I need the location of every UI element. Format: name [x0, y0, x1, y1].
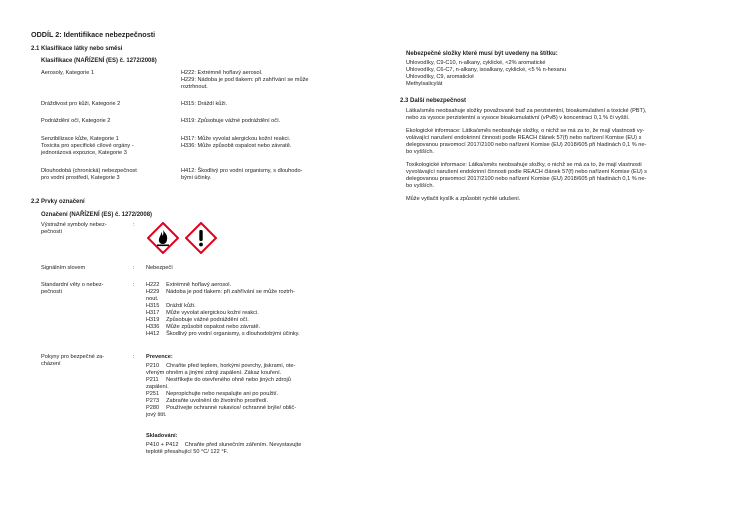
hazard-code-row: H336 Může způsobit ospalost nebo závratě.	[146, 324, 261, 330]
component-item: Uhlovodíky, C9-C10, n-alkany, cyklické, <2% aromatické	[406, 60, 546, 66]
precaution-code: P273	[146, 398, 160, 404]
precaution-row: P273 Zabraňte uvolnění do životního prostředí.	[146, 398, 269, 404]
signal-word: Nebezpečí	[146, 265, 173, 271]
hazard-statement: H412: Škodlivý pro vodní organismy, s dlouhodo- bými účinky.	[181, 168, 303, 181]
precaution-code: P251	[146, 391, 160, 397]
section-title: ODDÍL 2: Identifikace nebezpečnosti	[31, 30, 156, 39]
pictogram-label: Výstražné symboly nebez- pečnosti	[41, 222, 107, 235]
precaution-row: P211 Nestříkejte do otevřeného ohně nebo jiných zdrojů	[146, 377, 291, 383]
hazard-code: H336	[146, 324, 160, 330]
s23-title: 2.3 Další nebezpečnost	[400, 98, 467, 104]
precaution-row: P251 Nepropichujte nebo nespalujte ani po použití.	[146, 391, 279, 397]
hazard-code: H319	[146, 317, 160, 323]
component-item: Uhlovodíky, C6-C7, n-alkany, isoalkany, cyklické, <5 % n-hexanu	[406, 67, 566, 73]
s22-title: 2.2 Prvky označení	[31, 199, 85, 205]
classification-category: Podráždění očí, Kategorie 2	[41, 118, 111, 124]
hazard-code-row: H317 Může vyvolat alergickou kožní reakci.	[146, 310, 259, 316]
classification-category: Dráždivost pro kůži, Kategorie 2	[41, 101, 121, 107]
hazard-statement: H222: Extrémně hořlavý aerosol. H229: Nádoba je pod tlakem: při zahřívání se může roztrhnout.	[181, 70, 309, 90]
paragraph: Toxikologické informace: Látka/směs neobsahuje složky, o nichž se má za to, že mají vlastnosti vyvolávající narušení endokrinní činnosti podle REACH článek 57(f) nebo nařízení Komise (EU) s delegovanou pravomocí 2017/2100 nebo nařízení Komise (EU) 2018/605 při hladinách 0,1 % ne- bo vyšších.	[406, 162, 647, 189]
prevention-title: Prevence:	[146, 354, 173, 360]
hazard-code-row: H319 Způsobuje vážné podráždění očí.	[146, 317, 249, 323]
precaution-code: P210	[146, 363, 160, 369]
classification-category: Aerosoly, Kategorie 1	[41, 70, 95, 76]
storage-statement: P410 + P412 Chraňte před slunečním zářením. Nevystavujte teplotě přesahující 50 °C/ 122 °F.	[146, 442, 302, 455]
hazard-statement: H317: Může vyvolat alergickou kožní reakci. H336: Může způsobit ospalost nebo závratě.	[181, 136, 292, 149]
components-list	[406, 60, 566, 88]
precaution-code: P211	[146, 377, 159, 383]
precaution-row: P210 Chraňte před teplem, horkými povrchy, jiskrami, ote-	[146, 363, 296, 369]
s22-subtitle: Označení (NAŘÍZENÍ (ES) č. 1272/2008)	[41, 212, 153, 218]
other-hazards	[406, 108, 647, 209]
classification-category: Dlouhodobá (chronická) nebezpečnost pro vodní prostředí, Kategorie 3	[41, 168, 137, 181]
precaution-label: Pokyny pro bezpečné za- cházení	[41, 354, 105, 367]
hazard-code: H412	[146, 331, 160, 337]
hazard-code: H229	[146, 289, 160, 295]
precaution-code: P280	[146, 405, 160, 411]
hazard-statement: H315: Dráždí kůži.	[181, 101, 228, 107]
paragraph: Látka/směs neobsahuje složky považované buď za perzistentní, bioakumulativní a toxické (PBT), nebo za vysoce perzistentní a vysoce bioakumulativní (vPvB) v koncentraci 0,1 % či vyšší.	[406, 108, 647, 121]
classification-category: Senzibilizace kůže, Kategorie 1 Toxicita pro specifické cílové orgány - jednorázová expozice, Kategorie 3	[41, 136, 134, 156]
hazard-statement: H319: Způsobuje vážné podráždění očí.	[181, 118, 281, 124]
prevention-list: P210 Chraňte před teplem, horkými povrchy, jiskrami, ote- vřeným ohněm a jinými zdroji zapálení. Zákaz kouření. P211 Nestříkejte do otevřeného ohně nebo jiných zdrojů zapálení. P251 Nepropichujte nebo nespalujte ani po použití. P273 Zabraňte uvolnění do životního prostředí. P280 Používejte ochranné rukavice/ ochranné brýle/ oblič- jový štít.	[146, 363, 297, 418]
hazard-code: H315	[146, 303, 160, 309]
hazard-code-row: H222 Extrémně hořlavý aerosol.	[146, 282, 232, 288]
hazard-code-row: H229 Nádoba je pod tlakem: při zahřívání se může roztrh-	[146, 289, 295, 295]
storage-code: P410 + P412	[146, 442, 179, 448]
s21-subtitle: Klasifikace (NAŘÍZENÍ (ES) č. 1272/2008)	[41, 58, 157, 64]
signal-word-label: Signálním slovem	[41, 265, 86, 271]
flame-icon	[147, 222, 179, 254]
hazard-statements-list: H222 Extrémně hořlavý aerosol. H229 Nádoba je pod tlakem: při zahřívání se může roztrh- nout. H315 Dráždí kůži. H317 Může vyvolat alergickou kožní reakci. H319 Způsobuje vážné podráždění očí. H336 Může způsobit ospalost nebo závratě. H412 Škodlivý pro vodní organismy, s dlouhodobými účinky.	[146, 282, 300, 337]
component-item: Uhlovodíky, C9, aromatické	[406, 74, 474, 80]
colon: :	[133, 222, 135, 228]
exclamation-icon	[185, 222, 217, 254]
s21-title: 2.1 Klasifikace látky nebo směsi	[31, 46, 123, 52]
component-item: Methylsalicylát	[406, 81, 443, 87]
components-title: Nebezpečné složky které musí být uvedeny na štítku:	[406, 51, 558, 57]
hazard-code-row: H412 Škodlivý pro vodní organismy, s dlouhodobými účinky.	[146, 331, 300, 337]
storage-title: Skladování:	[146, 433, 178, 439]
hazard-code: H222	[146, 282, 160, 288]
hazard-code: H317	[146, 310, 160, 316]
hazard-code-row: H315 Dráždí kůži.	[146, 303, 196, 309]
precaution-row: P280 Používejte ochranné rukavice/ ochranné brýle/ oblič-	[146, 405, 297, 411]
hstatements-label: Standardní věty o nebez- pečnosti	[41, 282, 104, 295]
paragraph: Může vytlačit kyslík a způsobit rychlé udušení.	[406, 196, 521, 202]
paragraph: Ekologické informace: Látka/směs neobsahuje složky, o nichž se má za to, že mají vlastnosti vy- volávající narušení endokrinní činnosti podle REACH článek 57(f) nebo nařízení Komise (EU) s delegovanou pravomocí 2017/2100 nebo nařízení Komise (EU) 2018/605 při hladinách 0,1 % ne- bo vyšších.	[406, 128, 647, 155]
